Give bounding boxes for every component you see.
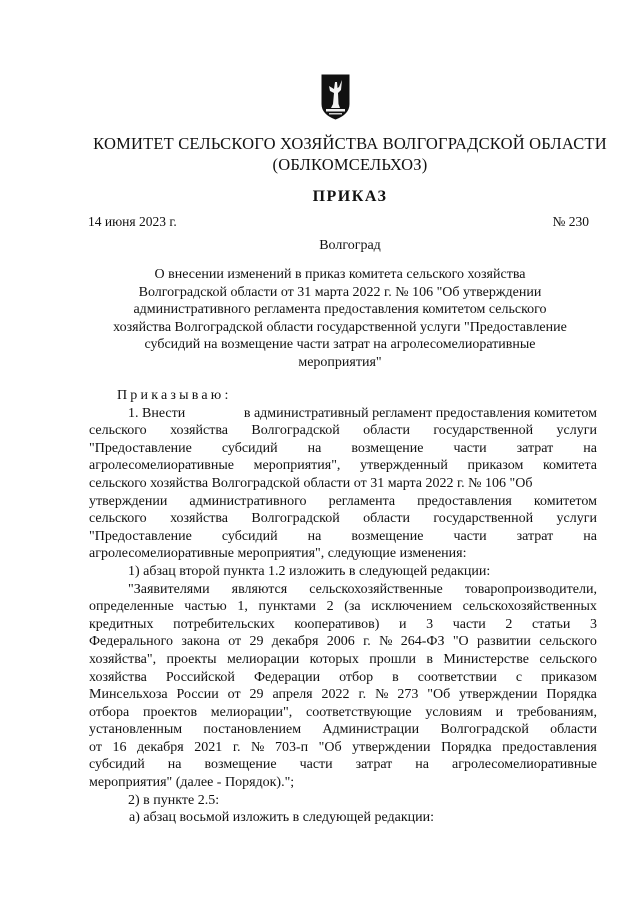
word: кооперативов): [294, 616, 380, 632]
volgograd-coat-of-arms-icon: [321, 74, 350, 120]
word: утверждении: [459, 687, 538, 703]
word: Волгоградской: [440, 722, 529, 738]
word: возмещение: [351, 440, 424, 456]
paragraph-line: [89, 405, 597, 423]
subject-line: Волгоградской области от 31 марта 2022 г. № 106 "Об утверждении: [138, 284, 542, 300]
word: потребительских: [173, 616, 275, 632]
word: отбора: [89, 704, 130, 720]
word: агролесомелиоративные: [89, 458, 235, 474]
word: исключением: [371, 599, 452, 615]
word: и: [495, 704, 504, 720]
word: Порядка: [441, 739, 492, 755]
word: Волгоградской: [251, 511, 340, 527]
word: 2022: [321, 687, 350, 703]
word: 2: [505, 616, 513, 632]
word: "Предоставление: [89, 528, 192, 544]
paragraph-line: [89, 422, 597, 440]
word: проектов: [143, 704, 198, 720]
paragraph-1: [89, 405, 597, 546]
word: и: [398, 616, 407, 632]
word: 3: [589, 616, 597, 632]
paragraph-line: [89, 739, 597, 757]
paragraph-line: [89, 686, 597, 704]
word: субсидий: [221, 528, 278, 544]
word: требованиям,: [516, 704, 597, 720]
word: 3: [426, 616, 434, 632]
word: части: [299, 757, 333, 773]
word: 29: [249, 687, 264, 703]
word: соответствующие: [306, 704, 412, 720]
word: на: [583, 528, 597, 544]
word: №: [251, 739, 265, 755]
word: 29: [249, 634, 264, 650]
paragraph-line: [89, 528, 597, 546]
item-1: 1) абзац второй пункта 1.2 изложить в следующей редакции:: [128, 563, 491, 579]
word: хозяйства: [170, 511, 228, 527]
word: приказом: [541, 669, 597, 685]
word: пунктами: [258, 599, 316, 615]
word: комитетом: [533, 493, 597, 509]
word: 703-п: [274, 739, 309, 755]
word: Федерального: [89, 634, 174, 650]
item-2a: а) абзац восьмой изложить в следующей редакции:: [129, 810, 435, 826]
quoted-text: [89, 581, 597, 775]
word: сельскохозяйственные: [309, 581, 443, 597]
word: 2: [326, 599, 334, 615]
paragraph-line: [89, 633, 597, 651]
item-2: 2) в пункте 2.5:: [128, 792, 220, 808]
word: 273: [397, 687, 419, 703]
word: части: [453, 440, 487, 456]
document-subject: [80, 266, 600, 372]
paragraph-line: [89, 669, 597, 687]
word: определенные: [89, 599, 174, 615]
word: соответствии: [417, 669, 497, 685]
word: субсидий: [221, 440, 278, 456]
word: "Об: [427, 687, 451, 703]
document-title: ПРИКАЗ: [312, 188, 388, 205]
word: области: [363, 423, 410, 439]
word: закона: [181, 634, 220, 650]
word: хозяйства",: [89, 651, 157, 667]
word: Министерстве: [443, 651, 529, 667]
word: на: [307, 528, 322, 544]
word: области: [550, 722, 597, 738]
word: возмещение: [204, 757, 277, 773]
word: с: [515, 669, 523, 685]
word: хозяйства: [170, 423, 228, 439]
word: №: [375, 687, 389, 703]
word: мелиорации",: [210, 704, 293, 720]
word: на: [583, 440, 597, 456]
word: проекты: [166, 651, 217, 667]
word: от: [89, 739, 102, 755]
word: Порядка: [546, 687, 597, 703]
word: в: [392, 669, 399, 685]
word: 2006: [326, 634, 355, 650]
paragraph-line: [89, 475, 597, 493]
word: мероприятия",: [253, 458, 341, 474]
paragraph-line: [89, 440, 597, 458]
word: агролесомелиоративные: [451, 757, 597, 773]
word: сельского хозяйства Волгоградской области от 31 марта 2022 г. № 106 "Об: [89, 475, 533, 491]
paragraph-line: мероприятия" (далее - Порядок).";: [89, 775, 295, 791]
word: в административный регламент предоставления комитетом: [243, 405, 597, 421]
paragraph-line: [89, 704, 597, 722]
subject-line: О внесении изменений в приказ комитета сельского хозяйства: [154, 267, 526, 282]
word: 1,: [237, 599, 248, 615]
document-date: 14 июня 2023 г.: [88, 214, 177, 229]
word: являются: [231, 581, 288, 597]
word: "О: [452, 634, 469, 650]
paragraph-line: агролесомелиоративные мероприятия", следующие изменения:: [89, 546, 467, 562]
word: 16: [112, 739, 127, 755]
word: от: [228, 634, 242, 650]
word: сельского: [539, 651, 597, 667]
word: части: [452, 616, 486, 632]
word: хозяйства: [89, 669, 147, 685]
word: на: [415, 757, 429, 773]
word: кредитных: [89, 616, 154, 632]
word: Администрации: [322, 722, 420, 738]
word: приказом: [467, 458, 524, 474]
word: декабря: [271, 634, 319, 650]
word: товаропроизводители,: [464, 581, 597, 597]
subject-line: субсидий на возмещение части затрат на агролесомелиоративные: [144, 337, 536, 353]
word: Российской: [165, 669, 235, 685]
word: административного: [189, 493, 307, 509]
word: предоставления: [417, 493, 512, 509]
paragraph-line: [89, 598, 597, 616]
word: затрат: [516, 440, 554, 456]
word: сельскохозяйственных: [462, 599, 597, 615]
word: России: [176, 687, 219, 703]
word: государственной: [433, 511, 534, 527]
paragraph-line: [89, 510, 597, 528]
word: (за: [344, 599, 361, 615]
word: 1. Внести: [128, 405, 186, 421]
paragraph-line: [89, 651, 597, 669]
word: регламента: [328, 493, 396, 509]
word: постановлением: [203, 722, 302, 738]
word: Минсельхоза: [89, 687, 168, 703]
word: 264-ФЗ: [400, 634, 445, 650]
word: от: [227, 687, 241, 703]
word: г.: [363, 634, 371, 650]
word: мелиорации: [226, 651, 300, 667]
subject-line: мероприятия": [298, 354, 382, 370]
word: сельского: [89, 511, 147, 527]
word: г.: [358, 687, 367, 703]
word: которых: [309, 651, 359, 667]
word: развитии: [476, 634, 531, 650]
subject-line: административного регламента предоставления комитетом сельского: [133, 302, 547, 318]
word: части: [453, 528, 487, 544]
word: условиям: [425, 704, 482, 720]
word: субсидий: [89, 757, 145, 773]
word: на: [167, 757, 182, 773]
word: затрат: [355, 757, 393, 773]
paragraph-line: [89, 721, 597, 739]
word: Волгоградской: [251, 423, 340, 439]
word: комитета: [542, 458, 597, 474]
word: утверждении: [352, 739, 431, 755]
paragraph-line: [89, 581, 597, 599]
word: возмещение: [351, 528, 424, 544]
word: в: [426, 651, 433, 667]
paragraph-line: [89, 493, 597, 511]
organization-abbreviation: (ОБЛКОМСЕЛЬХОЗ): [272, 155, 428, 174]
word: г.: [232, 739, 241, 755]
word: области: [363, 511, 410, 527]
word: частью: [184, 599, 227, 615]
word: прошли: [369, 651, 416, 667]
word: утвержденный: [360, 458, 448, 474]
paragraph-line: [89, 616, 597, 634]
word: предоставления: [502, 739, 597, 755]
word: "Заявителями: [128, 581, 210, 597]
word: сельского: [89, 423, 147, 439]
word: Федерации: [253, 669, 321, 685]
word: №: [379, 634, 393, 650]
word: на: [307, 440, 322, 456]
subject-line: хозяйства Волгоградской области государственной услуги "Предоставление: [113, 319, 567, 335]
document-body: [89, 387, 597, 827]
word: статьи: [532, 616, 571, 632]
word: 2021: [194, 739, 223, 755]
paragraph-line: [89, 457, 597, 475]
document-city: Волгоград: [319, 238, 381, 253]
word: услуги: [556, 423, 597, 439]
order-word: Приказываю:: [117, 388, 232, 403]
paragraph-line: [89, 756, 597, 774]
word: декабря: [137, 739, 184, 755]
word: "Предоставление: [89, 440, 192, 456]
word: затрат: [516, 528, 554, 544]
word: установленным: [89, 722, 183, 738]
word: сельского: [539, 634, 597, 650]
organization-name: КОМИТЕТ СЕЛЬСКОГО ХОЗЯЙСТВА ВОЛГОГРАДСКОЙ ОБЛАСТИ: [93, 134, 607, 153]
document-number: № 230: [552, 214, 589, 229]
word: услуги: [556, 511, 597, 527]
word: "Об: [318, 739, 342, 755]
word: апреля: [272, 687, 313, 703]
word: государственной: [433, 423, 534, 439]
word: отбор: [339, 669, 374, 685]
word: утверждении: [89, 493, 168, 509]
